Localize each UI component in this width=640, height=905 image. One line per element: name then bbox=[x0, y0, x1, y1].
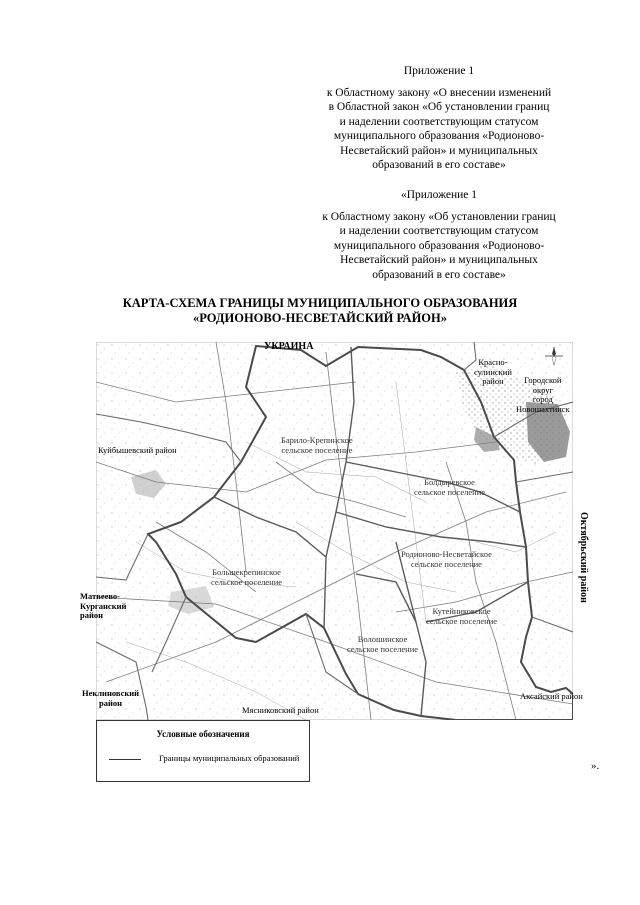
label-oktyabrsky: Октябрьский район bbox=[578, 512, 589, 603]
map-title-line-1: КАРТА-СХЕМА ГРАНИЦЫ МУНИЦИПАЛЬНОГО ОБРАЗОВАНИЯ bbox=[122, 296, 518, 310]
label-bolshekrepinskoe: Большекрепинское сельское поселение bbox=[211, 567, 283, 587]
appendix-1-line: и наделении соответствующим статусом bbox=[339, 115, 539, 128]
label-ukraine: УКРАИНА bbox=[264, 341, 314, 352]
appendix-1-line: образований в его составе» bbox=[372, 159, 506, 171]
appendix-2-line: Несветайский район» и муниципальных bbox=[340, 254, 538, 266]
appendix-1-heading: Приложение 1 bbox=[403, 65, 475, 77]
appendix-2-line: образований в его составе» bbox=[372, 268, 506, 281]
appendix-1-line: муниципального образования «Родионово- bbox=[333, 130, 545, 142]
appendix-2-line: муниципального образования «Родионово- bbox=[333, 239, 545, 252]
label-myasnikovsky: Мясниковский район bbox=[242, 705, 319, 715]
legend-title: Условные обозначения bbox=[156, 729, 250, 739]
legend-item-boundaries: Границы муниципальных образований bbox=[159, 753, 300, 763]
label-voloshinskoe: Волошинское сельское поселение bbox=[347, 634, 419, 654]
label-neklinovsky: Неклиновский район bbox=[82, 688, 140, 708]
label-matveevo-kurgansky: Матвеево- Курганский район bbox=[80, 591, 127, 620]
appendix-2-block bbox=[300, 188, 578, 282]
appendix-2-heading: «Приложение 1 bbox=[400, 189, 478, 201]
map-title-line-2: «РОДИОНОВО-НЕСВЕТАЙСКИЙ РАЙОН» bbox=[193, 311, 447, 325]
label-novoshakhtinsk: Городской округ город Новошахтинск bbox=[516, 375, 570, 414]
appendix-1-line: в Областной закон «Об установлении границ bbox=[328, 101, 550, 113]
appendix-1-block bbox=[300, 64, 578, 173]
label-boldyrevskoe: Болдыревское сельское поселение bbox=[414, 477, 486, 497]
map-title bbox=[0, 296, 640, 326]
district-map bbox=[80, 341, 589, 720]
appendix-2-line: к Областному закону «Об установлении границ bbox=[322, 210, 556, 223]
label-barilo-krepinskoe: Барило-Крепинское сельское поселение bbox=[281, 435, 353, 455]
label-kuibyshevsky: Куйбышевский район bbox=[98, 445, 177, 455]
appendix-2-line: и наделении соответствующим статусом bbox=[339, 225, 539, 237]
label-aksaysky: Аксайский район bbox=[520, 691, 583, 701]
map-canvas bbox=[96, 342, 573, 720]
label-krasnosulinsky: Красно- сулинский район bbox=[474, 357, 512, 386]
closing-quote: ». bbox=[591, 760, 600, 772]
appendix-1-line: Несветайский район» и муниципальных bbox=[340, 144, 538, 157]
label-rodionovo-nesvetayskoe: Родионово-Несветайское сельское поселение bbox=[401, 549, 492, 569]
legend-boundary-line-icon bbox=[109, 759, 141, 760]
appendix-1-line: к Областному закону «О внесении изменений bbox=[326, 86, 552, 99]
map-legend bbox=[96, 720, 310, 782]
label-kutejnikovskoe: Кутейниковское сельское поселение bbox=[426, 606, 498, 626]
